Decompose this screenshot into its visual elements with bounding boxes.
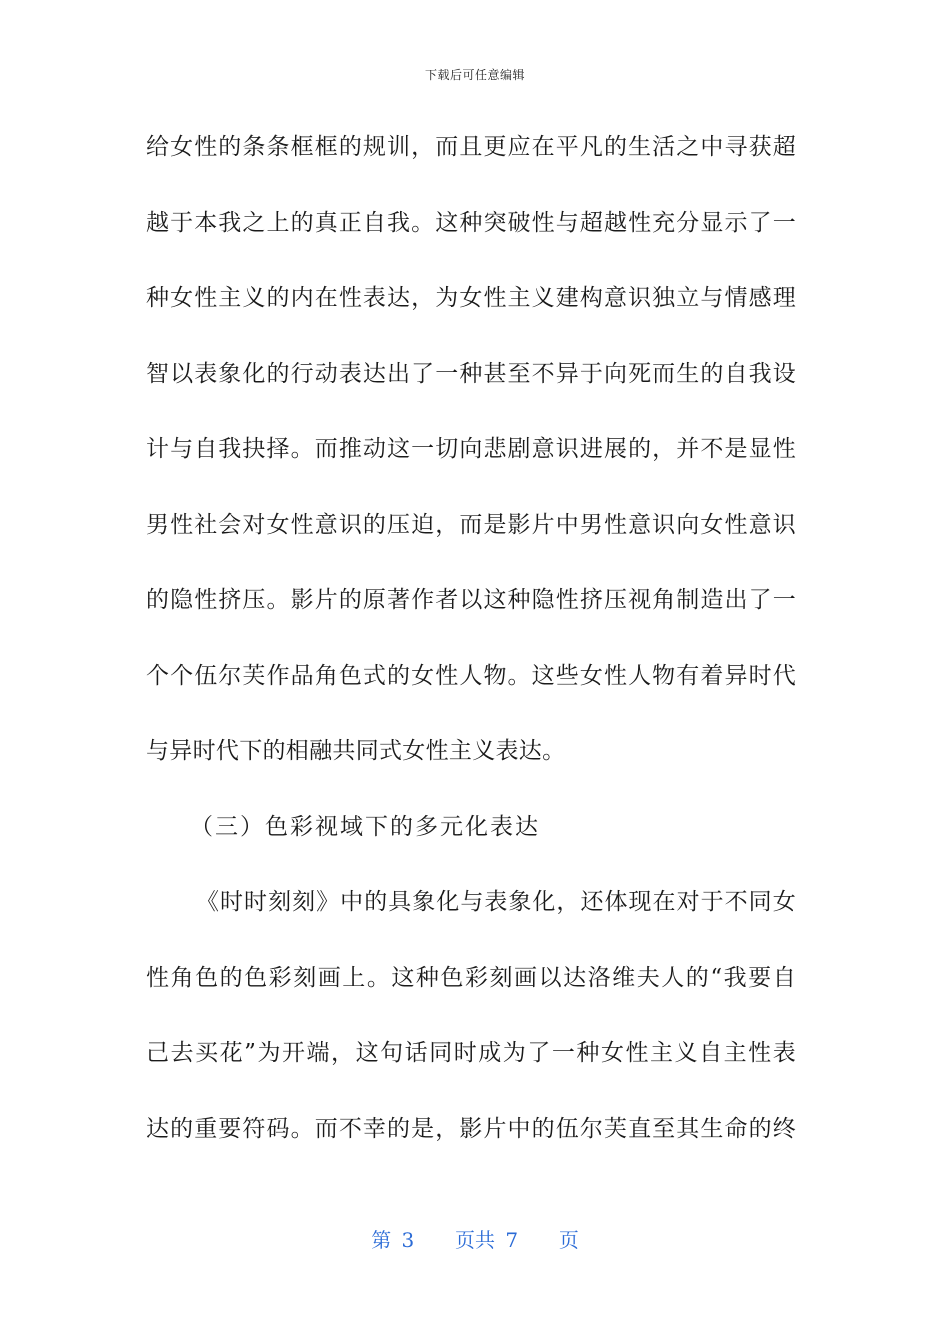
footer-total-pages: 7 [505, 1228, 519, 1252]
document-body [146, 124, 796, 1181]
section-heading: （三）色彩视域下的多元化表达 [190, 813, 540, 840]
footer-page-number: 3 [401, 1228, 415, 1252]
body-line-1: 给女性的条条框框的规训，而且更应在平凡的生活之中寻获超 [146, 134, 796, 160]
body-line-6: 男性社会对女性意识的压迫，而是影片中男性意识向女性意识 [146, 511, 796, 538]
footer-middle: 页共 [455, 1228, 495, 1252]
body-line-7: 的隐性挤压。影片的原著作者以这种隐性挤压视角制造出了一 [146, 587, 796, 613]
paragraph2-line-2: 性角色的色彩刻画上。这种色彩刻画以达洛维夫人的“我要自 [146, 964, 796, 991]
page-header-note: 下载后可任意编辑 [424, 68, 525, 82]
paragraph2-line-3: 己去买花”为开端，这句话同时成为了一种女性主义自主性表 [146, 1040, 796, 1066]
body-line-2: 越于本我之上的真正自我。这种突破性与超越性充分显示了一 [146, 209, 796, 236]
body-line-3: 种女性主义的内在性表达，为女性主义建构意识独立与情感理 [146, 285, 796, 311]
body-line-5: 计与自我抉择。而推动这一切向悲剧意识进展的，并不是显性 [146, 436, 796, 462]
page-footer [0, 1224, 950, 1253]
footer-prefix: 第 [371, 1228, 392, 1252]
paragraph2-line-1: 《时时刻刻》中的具象化与表象化，还体现在对于不同女 [196, 889, 796, 915]
footer-suffix: 页 [558, 1228, 579, 1252]
body-line-9: 与异时代下的相融共同式女性主义表达。 [146, 738, 566, 764]
body-line-4: 智以表象化的行动表达出了一种甚至不异于向死而生的自我设 [146, 360, 796, 387]
paragraph2-line-4: 达的重要符码。而不幸的是，影片中的伍尔芙直至其生命的终 [146, 1115, 796, 1142]
body-line-8: 个个伍尔芙作品角色式的女性人物。这些女性人物有着异时代 [146, 662, 796, 689]
